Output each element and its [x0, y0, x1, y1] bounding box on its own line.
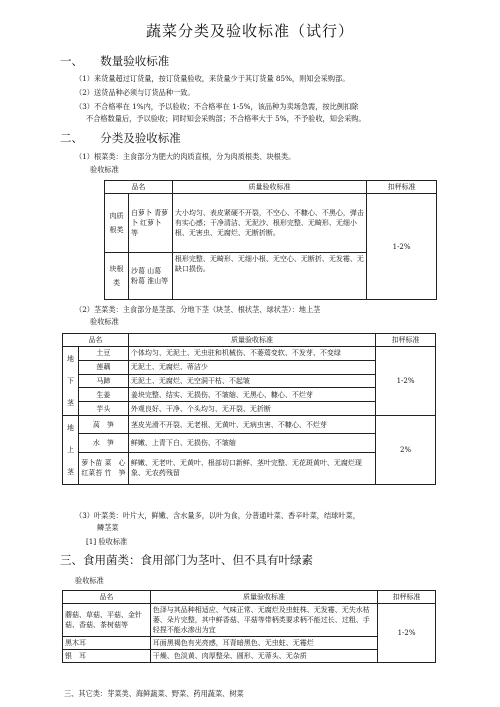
table-header: [63, 591, 436, 604]
name-cell: 蘑菇、草菇、平菇、金针菇、香菇、茶树菇等: [63, 604, 151, 637]
header-standard: 质量验收标准: [150, 591, 377, 604]
name-cell: 水 笋: [78, 434, 128, 452]
standard-cell: 茎皮光滑不开裂、无老根、无黄叶、无病虫害、不糠心、不烂芽: [128, 416, 375, 434]
header-standard: 质量验收标准: [172, 181, 366, 194]
table-header: [105, 181, 437, 194]
table-row: [63, 416, 436, 434]
standard-cell: 耳面黑褐色有光亮感，耳背暗黑色、无虫蛀、无霉烂: [150, 637, 377, 650]
category-cell: 肉质根类: [105, 194, 129, 253]
table-row: [63, 347, 436, 361]
deduct-cell: 1-2%: [367, 194, 437, 300]
standard-cell: 个体均匀、无泥土、无虫驻和机械伤、不萎蔫变软、不发芽、不变绿: [128, 347, 375, 361]
table-row: [105, 194, 437, 253]
name-cell: 生姜: [78, 388, 128, 402]
standard-cell: 鲜嫩、无老叶、无黄叶、根部切口新鲜、茎叶完整、无花斑黄叶、无腐烂现象、无农药残留: [128, 452, 375, 484]
s2-line-5: （3）叶菜类：叶片大，鲜嫩、含水量多，以叶为食，分普通叶菜、香辛叶菜，结球叶菜，: [75, 511, 360, 520]
table-stem-vegetables: [62, 333, 436, 485]
group-cell: 地上茎: [63, 416, 79, 485]
items-cell: 白萝卜 青萝卜 红萝卜 等: [128, 194, 172, 253]
name-cell: 萝卜苗 菜 心 红菜苔 竹 笋: [78, 452, 128, 484]
s2-line-2: 验收标准: [90, 165, 119, 174]
s2-line-1: （1）根菜类：主食部分为肥大的肉质直根，分为肉质根类、块根类。: [75, 152, 296, 161]
header-name: 品名: [105, 181, 173, 194]
section-2-heading: 二、 分类及验收标准: [60, 131, 181, 145]
section-1-heading: 一、 数量验收标准: [60, 54, 170, 68]
table-header: [63, 334, 436, 347]
table-row: [63, 604, 436, 637]
s1-item-2: （2）送货品种必须与订货品种一致。: [75, 88, 195, 97]
deduct-cell: 1-2%: [378, 604, 436, 663]
standard-cell: 鲜嫩、上青下白、无损伤、不皱缩: [128, 434, 375, 452]
s2-line-4: 验收标准: [90, 317, 119, 326]
standard-cell: 色泽与其品种相适应、气味正常、无腐烂及虫蛀株、无发霉、无失水枯萎、朵片完整，其中鲜香菇、平菇等带柄类要求柄不能过长、过粗、手轻捏不能水渗出为宜: [150, 604, 377, 637]
name-cell: 土豆: [78, 347, 128, 361]
standard-cell: 干燥、色淡黄、肉厚整朵、圆形、无蒂头、无杂质: [150, 650, 377, 663]
section-4-line: 三、其它类：芽菜类、海鲜蔬菜、野菜、药用蔬菜、树菜: [64, 689, 244, 698]
name-cell: 银 耳: [63, 650, 151, 663]
deduct-cell: 1-2%: [376, 347, 436, 416]
group-cell: 地下茎: [63, 347, 79, 416]
name-cell: 黑木耳: [63, 637, 151, 650]
s3-line-1: 验收标准: [75, 576, 104, 585]
header-deduct: 扣秤标准: [376, 334, 436, 347]
name-cell: 马蹄: [78, 374, 128, 388]
s1-item-1: （1）来货量超过订货量，按订货量验收，来货量少于其订货量 85%，则知会采购部。: [75, 74, 350, 83]
standard-cell: 姜块完整、结实、无损伤、不皱缩、无黑心、糠心、不烂芽: [128, 388, 375, 402]
name-cell: 芋头: [78, 402, 128, 416]
section-3-heading: 三、食用菌类：食用部门为茎叶、但不具有叶绿素: [60, 553, 313, 567]
page-title: 蔬菜分类及验收标准（试行）: [145, 22, 354, 40]
s2-line-5b: 鳞茎菜: [97, 523, 119, 532]
header-name: 品名: [63, 334, 129, 347]
s2-line-3: （2）茎菜类：主食部分是茎部、分地下茎（块茎、根状茎、球状茎）：地上茎: [75, 305, 321, 314]
standard-cell: 无泥土、无腐烂、蒂洁少: [128, 360, 375, 374]
deduct-cell: 2%: [376, 416, 436, 485]
name-cell: 莴 笋: [78, 416, 128, 434]
name-cell: 莲藕: [78, 360, 128, 374]
table-mushrooms: [62, 590, 436, 663]
standard-cell: 根形完整、无畸形、无细小根、无空心、无断折、无发霉、无缺口损伤。: [172, 253, 366, 300]
header-name: 品名: [63, 591, 151, 604]
standard-cell: 外观良好、干净、个头均匀、无开裂、无折断: [128, 402, 375, 416]
header-standard: 质量验收标准: [128, 334, 375, 347]
category-cell: 块根类: [105, 253, 129, 300]
header-deduct: 扣秤标准: [367, 181, 437, 194]
s2-line-6: [1] 验收标准: [86, 537, 128, 546]
s1-item-3: （3）不合格率在 1%内，予以验收；不合格率在 1-5%，该品种为卖场急需，按比例扣除: [75, 102, 359, 111]
s1-item-3-cont: 不合格数量后，予以验收；同时知会采购部；不合格率大于 5%，不予验收，知会采购。: [86, 114, 366, 123]
table-root-vegetables: [104, 180, 437, 300]
standard-cell: 大小均匀、表皮紧硬不开裂，不空心、不糠心、不黑心，弹击有实心感；干净清洁、无泥沙、根形完整、无畸形、无细小根、无害虫、无腐烂、无断折断。: [172, 194, 366, 253]
items-cell: 沙葛 山葛 粉葛 淮山等: [128, 253, 172, 300]
standard-cell: 无泥土、无腐烂、无空洞干枯、不起皱: [128, 374, 375, 388]
header-deduct: 扣秤标准: [378, 591, 436, 604]
